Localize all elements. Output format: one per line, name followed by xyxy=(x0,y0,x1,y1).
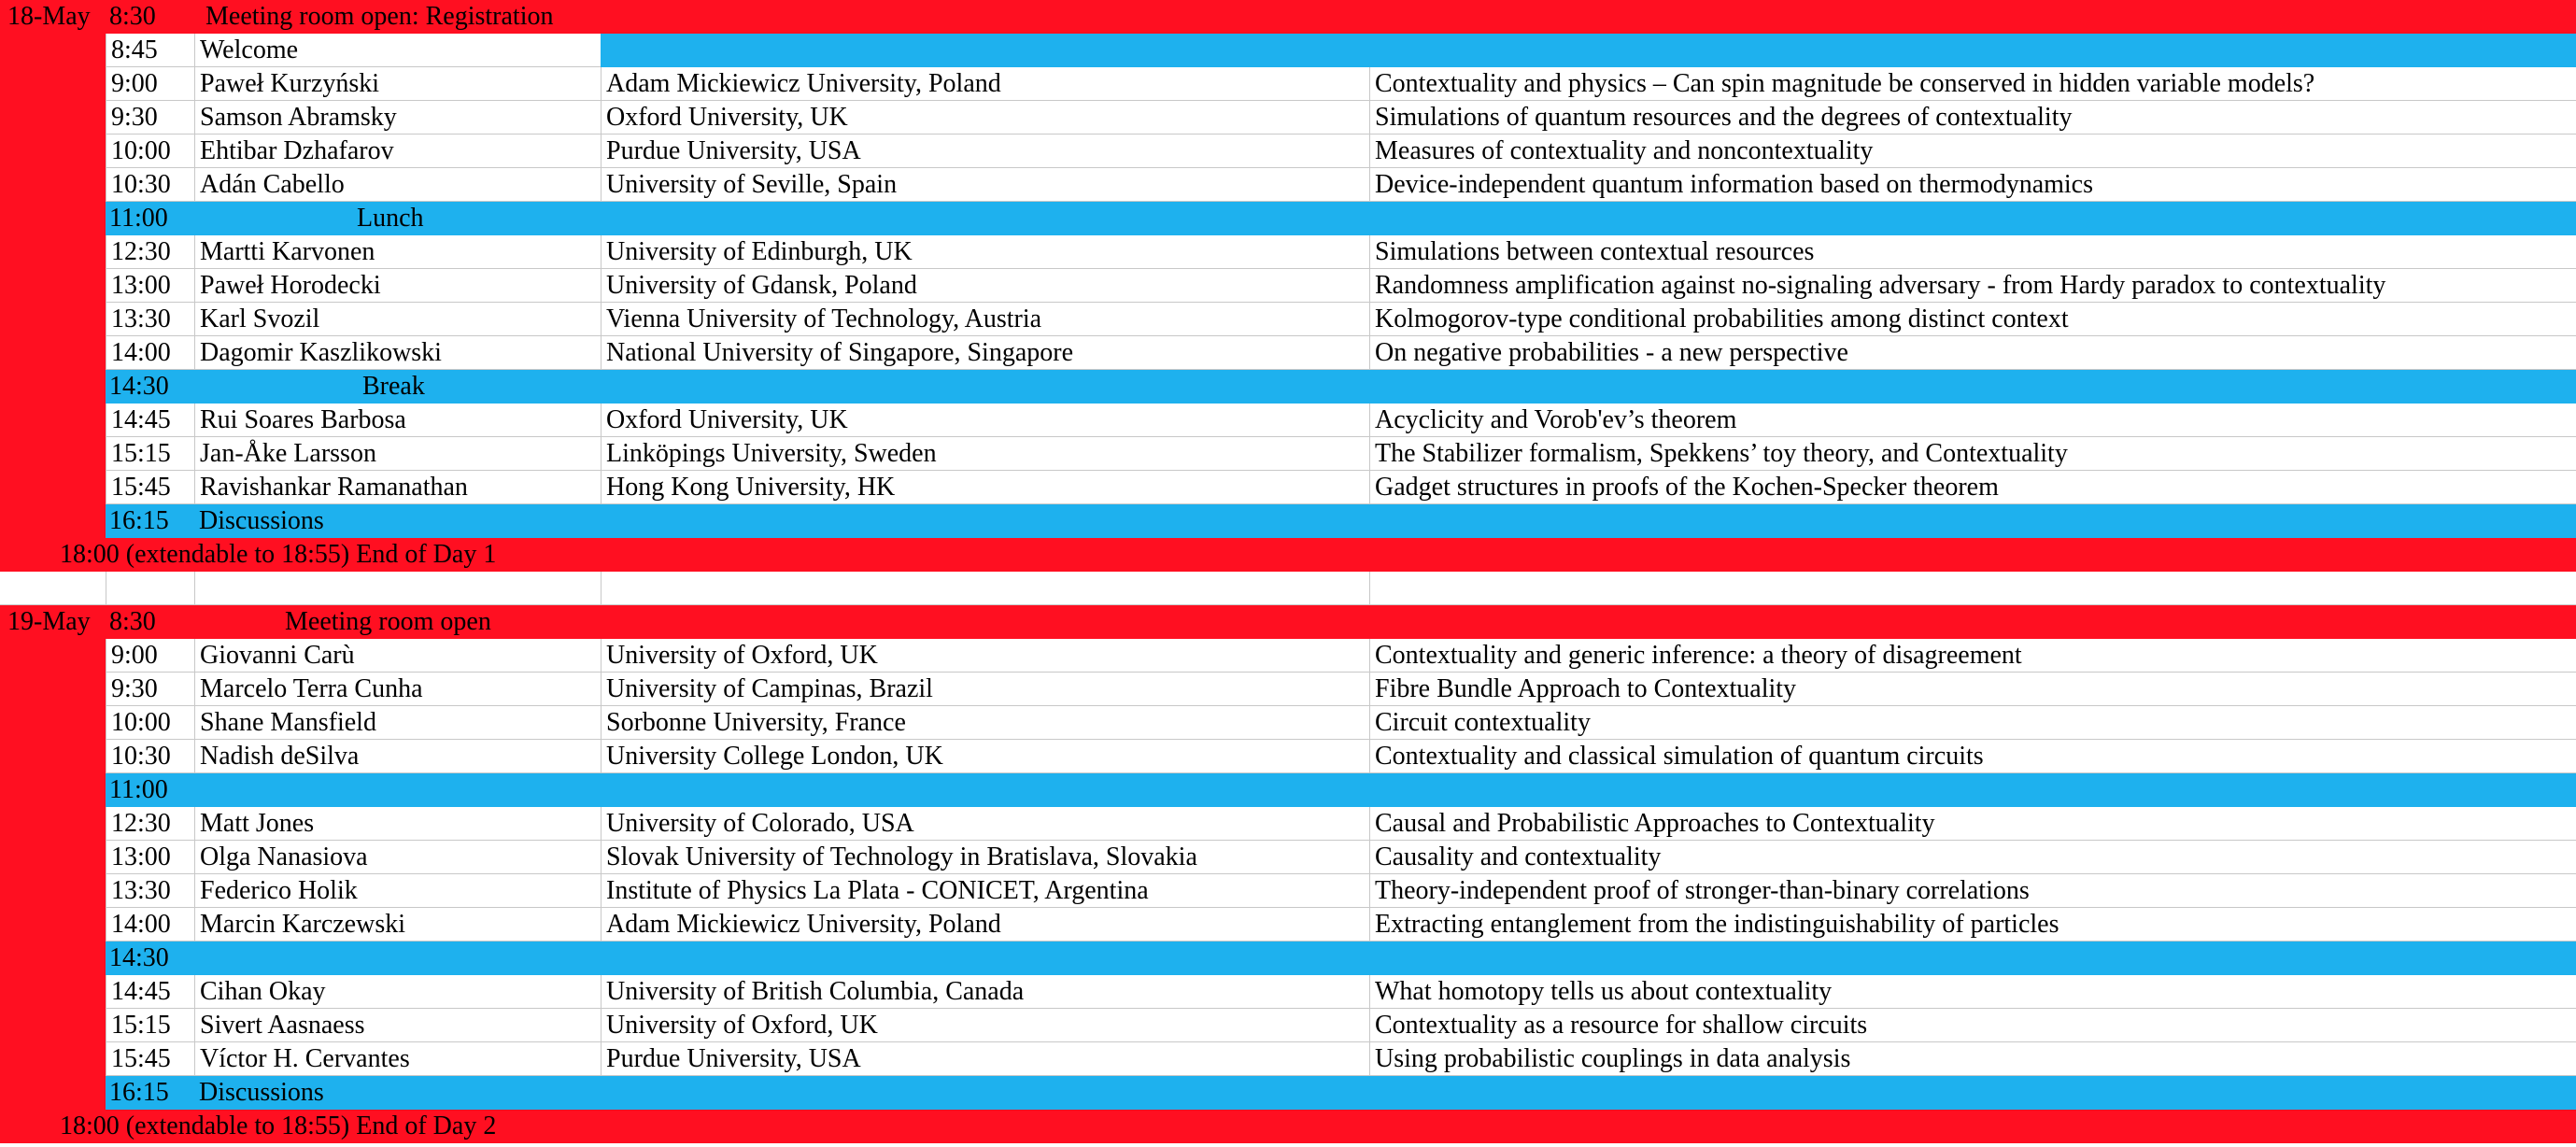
speaker-affiliation: Linköpings University, Sweden xyxy=(601,437,1369,471)
spacer-row xyxy=(0,572,2576,605)
table-row xyxy=(0,303,2576,336)
table-row xyxy=(0,874,2576,908)
talk-time: 10:30 xyxy=(106,740,194,773)
break-row xyxy=(0,1076,2576,1110)
speaker-affiliation: Hong Kong University, HK xyxy=(601,471,1369,504)
speaker-affiliation: University of Oxford, UK xyxy=(601,1009,1369,1042)
speaker-affiliation: Purdue University, USA xyxy=(601,1042,1369,1076)
speaker-name: Giovanni Carù xyxy=(194,639,601,673)
welcome-time: 8:45 xyxy=(106,34,194,67)
day-date: 19-May xyxy=(7,607,91,636)
talk-time: 15:15 xyxy=(106,1009,194,1042)
break-time: 11:00 xyxy=(109,775,168,804)
speaker-name: Federico Holik xyxy=(194,874,601,908)
break-band xyxy=(106,370,2576,404)
speaker-affiliation: University of Colorado, USA xyxy=(601,807,1369,841)
speaker-name: Dagomir Kaszlikowski xyxy=(194,336,601,370)
talk-time: 15:45 xyxy=(106,1042,194,1076)
speaker-affiliation: Adam Mickiewicz University, Poland xyxy=(601,67,1369,101)
date-column-band xyxy=(0,942,106,975)
speaker-affiliation: National University of Singapore, Singapore xyxy=(601,336,1369,370)
table-row xyxy=(0,101,2576,135)
talk-title: Causal and Probabilistic Approaches to Contextuality xyxy=(1369,807,2576,841)
talk-time: 9:30 xyxy=(106,101,194,135)
date-column-band xyxy=(0,706,106,740)
date-column-band xyxy=(0,841,106,874)
table-row xyxy=(0,673,2576,706)
talk-time: 13:30 xyxy=(106,303,194,336)
empty-cell xyxy=(1369,572,2576,605)
date-column-band xyxy=(0,1076,106,1110)
break-label: Lunch xyxy=(357,204,424,233)
empty-cell xyxy=(106,572,194,605)
table-row xyxy=(0,269,2576,303)
table-row xyxy=(0,336,2576,370)
talk-title: The Stabilizer formalism, Spekkens’ toy theory, and Contextuality xyxy=(1369,437,2576,471)
break-row xyxy=(0,202,2576,235)
table-row xyxy=(0,135,2576,168)
date-column-band xyxy=(0,975,106,1009)
speaker-name: Samson Abramsky xyxy=(194,101,601,135)
talk-time: 12:30 xyxy=(106,235,194,269)
speaker-name: Marcin Karczewski xyxy=(194,908,601,942)
speaker-name: Víctor H. Cervantes xyxy=(194,1042,601,1076)
talk-title: Contextuality and classical simulation of quantum circuits xyxy=(1369,740,2576,773)
speaker-name: Adán Cabello xyxy=(194,168,601,202)
talk-title: Fibre Bundle Approach to Contextuality xyxy=(1369,673,2576,706)
talk-time: 15:15 xyxy=(106,437,194,471)
welcome-label: Welcome xyxy=(194,34,601,67)
date-column-band xyxy=(0,471,106,504)
speaker-affiliation: Sorbonne University, France xyxy=(601,706,1369,740)
talk-title: Using probabilistic couplings in data analysis xyxy=(1369,1042,2576,1076)
talk-time: 15:45 xyxy=(106,471,194,504)
date-column-band xyxy=(0,504,106,538)
date-column-band xyxy=(0,235,106,269)
talk-time: 14:00 xyxy=(106,336,194,370)
speaker-affiliation: Oxford University, UK xyxy=(601,404,1369,437)
break-label: Discussions xyxy=(199,506,324,535)
talk-time: 9:00 xyxy=(106,639,194,673)
talk-title: Circuit contextuality xyxy=(1369,706,2576,740)
day-open-row xyxy=(0,0,2576,34)
open-label: Meeting room open: Registration xyxy=(205,2,554,31)
speaker-name: Sivert Aasnaess xyxy=(194,1009,601,1042)
break-time: 14:30 xyxy=(109,943,169,972)
table-row xyxy=(0,706,2576,740)
talk-title: Simulations between contextual resources xyxy=(1369,235,2576,269)
speaker-affiliation: Vienna University of Technology, Austria xyxy=(601,303,1369,336)
speaker-name: Paweł Horodecki xyxy=(194,269,601,303)
talk-title: Contextuality and physics – Can spin magnitude be conserved in hidden variable models? xyxy=(1369,67,2576,101)
speaker-name: Ravishankar Ramanathan xyxy=(194,471,601,504)
speaker-affiliation: University of Edinburgh, UK xyxy=(601,235,1369,269)
speaker-name: Paweł Kurzyński xyxy=(194,67,601,101)
speaker-affiliation: Slovak University of Technology in Bratislava, Slovakia xyxy=(601,841,1369,874)
break-row xyxy=(0,773,2576,807)
break-time: 14:30 xyxy=(109,372,169,401)
date-column-band xyxy=(0,370,106,404)
date-column-band xyxy=(0,34,106,67)
speaker-name: Matt Jones xyxy=(194,807,601,841)
empty-cell xyxy=(194,572,601,605)
talk-time: 14:45 xyxy=(106,975,194,1009)
table-row xyxy=(0,975,2576,1009)
table-row xyxy=(0,1042,2576,1076)
date-column-band xyxy=(0,773,106,807)
empty-cell xyxy=(0,572,106,605)
talk-title: Contextuality and generic inference: a theory of disagreement xyxy=(1369,639,2576,673)
speaker-affiliation: University of Campinas, Brazil xyxy=(601,673,1369,706)
open-time: 8:30 xyxy=(109,2,156,31)
speaker-name: Olga Nanasiova xyxy=(194,841,601,874)
speaker-name: Jan-Åke Larsson xyxy=(194,437,601,471)
talk-time: 14:00 xyxy=(106,908,194,942)
break-time: 16:15 xyxy=(109,1078,169,1107)
table-row xyxy=(0,639,2576,673)
talk-title: Kolmogorov-type conditional probabilities among distinct context xyxy=(1369,303,2576,336)
date-column-band xyxy=(0,807,106,841)
speaker-affiliation: University of Seville, Spain xyxy=(601,168,1369,202)
open-time: 8:30 xyxy=(109,607,156,636)
table-row xyxy=(0,67,2576,101)
break-band xyxy=(106,1076,2576,1110)
date-column-band xyxy=(0,874,106,908)
talk-time: 13:30 xyxy=(106,874,194,908)
break-band xyxy=(106,202,2576,235)
break-time: 16:15 xyxy=(109,506,169,535)
date-column-band xyxy=(0,168,106,202)
break-row xyxy=(0,504,2576,538)
day-end-row xyxy=(0,1110,2576,1143)
break-label: Discussions xyxy=(199,1078,324,1107)
talk-title: Randomness amplification against no-signaling adversary - from Hardy paradox to contextuality xyxy=(1369,269,2576,303)
break-row xyxy=(0,370,2576,404)
talk-time: 10:30 xyxy=(106,168,194,202)
welcome-band xyxy=(601,34,2576,67)
speaker-affiliation: Purdue University, USA xyxy=(601,135,1369,168)
talk-title: Causality and contextuality xyxy=(1369,841,2576,874)
speaker-affiliation: Institute of Physics La Plata - CONICET, Argentina xyxy=(601,874,1369,908)
date-column-band xyxy=(0,673,106,706)
talk-title: What homotopy tells us about contextuality xyxy=(1369,975,2576,1009)
talk-time: 12:30 xyxy=(106,807,194,841)
talk-title: Device-independent quantum information based on thermodynamics xyxy=(1369,168,2576,202)
empty-cell xyxy=(601,572,1369,605)
day-end-label: 18:00 (extendable to 18:55) End of Day 2 xyxy=(60,1112,497,1140)
talk-title: Measures of contextuality and noncontextuality xyxy=(1369,135,2576,168)
talk-title: Theory-independent proof of stronger-than-binary correlations xyxy=(1369,874,2576,908)
table-row xyxy=(0,437,2576,471)
date-column-band xyxy=(0,336,106,370)
date-column-band xyxy=(0,1009,106,1042)
date-column-band xyxy=(0,404,106,437)
day-end-label: 18:00 (extendable to 18:55) End of Day 1 xyxy=(60,540,497,569)
talk-time: 13:00 xyxy=(106,841,194,874)
table-row xyxy=(0,168,2576,202)
table-row xyxy=(0,235,2576,269)
speaker-affiliation: University College London, UK xyxy=(601,740,1369,773)
date-column-band xyxy=(0,269,106,303)
talk-time: 13:00 xyxy=(106,269,194,303)
talk-time: 10:00 xyxy=(106,706,194,740)
talk-time: 9:30 xyxy=(106,673,194,706)
speaker-affiliation: University of Gdansk, Poland xyxy=(601,269,1369,303)
talk-time: 9:00 xyxy=(106,67,194,101)
speaker-name: Cihan Okay xyxy=(194,975,601,1009)
date-column-band xyxy=(0,740,106,773)
date-column-band xyxy=(0,202,106,235)
day-date: 18-May xyxy=(7,2,91,31)
speaker-affiliation: Oxford University, UK xyxy=(601,101,1369,135)
break-band xyxy=(106,504,2576,538)
talk-title: On negative probabilities - a new perspective xyxy=(1369,336,2576,370)
break-time: 11:00 xyxy=(109,204,168,233)
date-column-band xyxy=(0,908,106,942)
break-row xyxy=(0,942,2576,975)
table-row xyxy=(0,841,2576,874)
table-row xyxy=(0,1009,2576,1042)
table-row xyxy=(0,404,2576,437)
speaker-name: Nadish deSilva xyxy=(194,740,601,773)
break-label: Break xyxy=(362,372,425,401)
speaker-affiliation: Adam Mickiewicz University, Poland xyxy=(601,908,1369,942)
date-column-band xyxy=(0,437,106,471)
talk-title: Contextuality as a resource for shallow circuits xyxy=(1369,1009,2576,1042)
table-row xyxy=(0,908,2576,942)
date-column-band xyxy=(0,639,106,673)
speaker-affiliation: University of British Columbia, Canada xyxy=(601,975,1369,1009)
table-row xyxy=(0,807,2576,841)
talk-title: Extracting entanglement from the indistinguishability of particles xyxy=(1369,908,2576,942)
table-row xyxy=(0,471,2576,504)
speaker-affiliation: University of Oxford, UK xyxy=(601,639,1369,673)
day-open-row xyxy=(0,605,2576,639)
date-column-band xyxy=(0,1042,106,1076)
day-end-row xyxy=(0,538,2576,572)
speaker-name: Ehtibar Dzhafarov xyxy=(194,135,601,168)
speaker-name: Marcelo Terra Cunha xyxy=(194,673,601,706)
speaker-name: Karl Svozil xyxy=(194,303,601,336)
talk-title: Gadget structures in proofs of the Kochen-Specker theorem xyxy=(1369,471,2576,504)
date-column-band xyxy=(0,303,106,336)
speaker-name: Martti Karvonen xyxy=(194,235,601,269)
welcome-row xyxy=(0,34,2576,67)
talk-title: Acyclicity and Vorob'ev’s theorem xyxy=(1369,404,2576,437)
date-column-band xyxy=(0,67,106,101)
open-label: Meeting room open xyxy=(285,607,491,636)
break-band xyxy=(106,942,2576,975)
speaker-name: Rui Soares Barbosa xyxy=(194,404,601,437)
table-row xyxy=(0,740,2576,773)
break-band xyxy=(106,773,2576,807)
speaker-name: Shane Mansfield xyxy=(194,706,601,740)
talk-time: 10:00 xyxy=(106,135,194,168)
talk-title: Simulations of quantum resources and the degrees of contextuality xyxy=(1369,101,2576,135)
date-column-band xyxy=(0,135,106,168)
date-column-band xyxy=(0,101,106,135)
talk-time: 14:45 xyxy=(106,404,194,437)
